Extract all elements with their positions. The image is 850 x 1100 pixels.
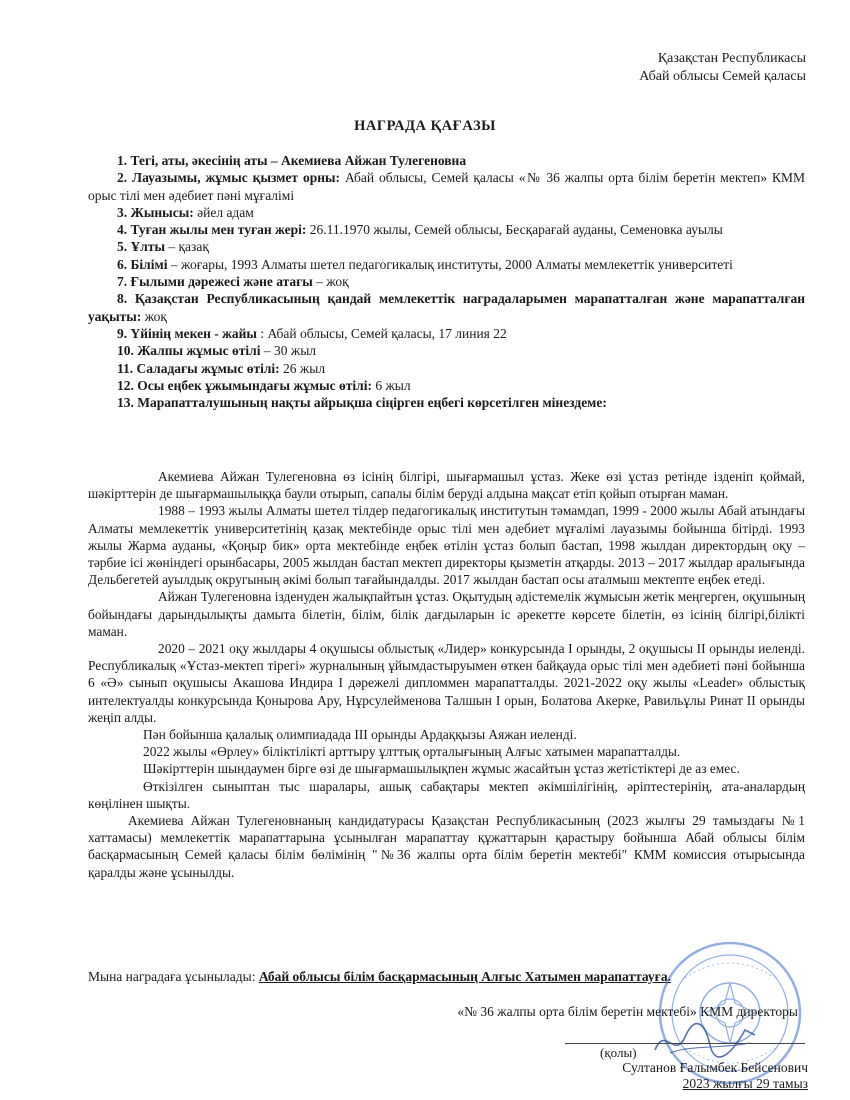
paragraph: Өткізілген сыныптан тыс шаралары, ашық сабақтары мектеп әкімшілігінің, әріптестерінің, ата-аналардың көңілінен шықты.	[88, 778, 805, 811]
field-label: 4. Туған жылы мен туған жері:	[117, 222, 307, 238]
field-label: 5. Ұлты	[117, 239, 165, 255]
field-value: – қазақ	[165, 239, 209, 255]
recommendation-value: Абай облысы білім басқармасының Алғыс Хатымен марапаттауға.	[258, 969, 671, 984]
director-title: «№ 36 жалпы орта білім беретін мектебі» КММ директоры	[457, 1004, 798, 1019]
field-label: 2. Лауазымы, жұмыс қызмет орны:	[117, 170, 341, 186]
signature-label: (қолы)	[600, 1045, 637, 1060]
characteristic-text	[88, 468, 805, 881]
field-3	[88, 204, 805, 221]
field-value: 26 жыл	[279, 360, 326, 376]
field-label: 3. Жынысы:	[117, 204, 194, 220]
header-region: Абай облысы Семей қаласы	[639, 69, 806, 84]
director-name: Султанов Ғалымбек Бейсенович	[622, 1060, 808, 1075]
field-9	[88, 325, 805, 342]
field-value: 6 жыл	[371, 377, 411, 393]
field-2	[88, 169, 805, 204]
document-header	[639, 50, 806, 86]
signature-line	[565, 1043, 805, 1044]
paragraph: Шәкірттерін шындаумен бірге өзі де шығармашылықпен жұмыс жасайтын ұстаз жетістіктері де аз емес.	[143, 761, 740, 777]
field-value: әйел адам	[193, 204, 254, 220]
field-value: : Абай облысы, Семей қаласы, 17 линия 22	[256, 325, 507, 341]
field-label: 11. Саладағы жұмыс өтілі:	[117, 360, 280, 376]
field-label: 7. Ғылыми дәрежесі және атағы	[117, 274, 313, 290]
field-label: 12. Осы еңбек ұжымындағы жұмыс өтілі:	[117, 377, 372, 393]
paragraph: 2020 – 2021 оқу жылдары 4 оқушысы облыстық «Лидер» конкурсында І орынды, 2 оқушысы ІІ орынды иеленді. Республикалық «Ұстаз-мектеп тірегі» журналының ұйымдастыруымен өткен байқауда орыс тілі мен әдебиеті пәні бойынша 6 «Ә» сынып оқушысы Акашова Индира І дәрежелі дипломмен марапатталды. 2021-2022 оқу жылы «Leader» облыстық интелектуалды конкурсында Қонырова Ару, Нұрсулейменова Талшын І орын, Болатова Акерке, Равильұлы Ринат ІІ орынды жеңіп алды.	[88, 641, 805, 725]
field-5	[88, 238, 805, 255]
field-label: 6. Білімі	[117, 256, 168, 272]
paragraph: 1988 – 1993 жылы Алматы шетел тілдер педагогикалық институтын тәмамдап, 1999 - 2000 жылы Абай атындағы Алматы мемлекеттік университетінің қазақ мектебінде орыс тілі мен әдебиет мұғалімі лауазымы бойынша бітірді. 1993 жылы Жарма ауданы, «Қоңыр бик» орта мектебінде еңбек өтілін ұстаз болып бастап, 1998 жылдан директордың оқу – тәрбие ісі жөніндегі орынбасары, 2005 жылдан бастап мектеп директоры қызметін атқарды. 2013 – 2017 жылдар аралығында Дельбегетей ауылдық округының әкімі болып тағайындалды. 2017 жылдан бастап осы аталмыш мектепте еңбек етеді.	[88, 503, 805, 588]
field-value: Абай облысы, Семей қаласы «№ 36 жалпы орта білім беретін мектеп» КММ орыс тілі мен әдебиет пәні мұғалімі	[88, 170, 806, 203]
paragraph: Пән бойынша қалалық олимпиадада ІІІ орынды Ардаққызы Аяжан иеленді.	[143, 727, 577, 743]
document-title: НАГРАДА ҚАҒАЗЫ	[354, 118, 496, 134]
document-date: 2023 жылғы 29 тамыз	[682, 1076, 808, 1091]
paragraph: Акемиева Айжан Тулегеновнаның кандидатурасы Қазақстан Республикасының (2023 жылғы 29 тамыздағы №1 хаттамасы) мемлекеттік марапаттарына ұсынылған марапаттау құжаттарын қарастыру бойынша Абай облысы білім басқармасының Семей қаласы білім бөлімінің "№36 жалпы орта білім беретін мектебі" КММ комиссия отырысында қаралды және ұсынылды.	[88, 813, 805, 880]
field-label: 1. Тегі, аты, әкесінің аты – Акемиева Айжан Тулегеновна	[117, 153, 467, 168]
field-label: 10. Жалпы жұмыс өтілі	[117, 343, 261, 359]
field-value: жоқ	[141, 308, 167, 324]
header-country: Қазақстан Республикасы	[657, 51, 806, 66]
field-label: 9. Үйінің мекен - жайы	[117, 325, 257, 341]
field-label: 13. Марапатталушының нақты айрықша сіңірген еңбегі көрсетілген мінездеме:	[117, 395, 607, 411]
field-label: 8. Қазақстан Республикасының қандай мемлекеттік наградаларымен марапатталған және марапатталған уақыты:	[88, 291, 805, 324]
field-1	[88, 152, 805, 169]
field-7	[88, 273, 805, 290]
field-value: – жоғары, 1993 Алматы шетел педагогикалық институты, 2000 Алматы мемлекеттік университеті	[167, 256, 733, 272]
field-12	[88, 377, 805, 394]
paragraph: Акемиева Айжан Тулегеновна өз ісінің білгірі, шығармашыл ұстаз. Жеке өзі ұстаз ретінде ізденіп қоймай, шәкірттерін де шығармашылыққа баули отырып, сапалы білім беруді алдына мақсат етіп қойып отырған маман.	[88, 469, 805, 502]
fields-list	[88, 152, 806, 411]
field-value: – 30 жыл	[260, 343, 317, 359]
field-10	[88, 342, 805, 359]
field-value: – жоқ	[312, 274, 349, 290]
field-value: 26.11.1970 жылы, Семей облысы, Бесқарағай ауданы, Семеновка ауылы	[306, 222, 723, 238]
field-13	[88, 394, 805, 411]
handwritten-signature-icon	[650, 1015, 760, 1065]
paragraph: 2022 жылы «Өрлеу» біліктілікті арттыру ұлттық орталығының Алғыс хатымен марапатталды.	[143, 744, 681, 760]
field-8	[88, 290, 805, 325]
field-4	[88, 221, 805, 238]
field-6	[88, 256, 805, 273]
recommendation-label: Мына наградаға ұсынылады:	[88, 969, 259, 984]
paragraph: Айжан Тулегеновна ізденуден жалықпайтын ұстаз. Оқытудың әдістемелік жұмысын жетік меңгерген, оқушының бойындағы дарындылықты дамыта білетін, білім, білік дағдыларын іс әрекетте көрсете білетін, өз ісінің білгірі,білікті маман.	[88, 589, 805, 639]
field-11	[88, 360, 805, 377]
